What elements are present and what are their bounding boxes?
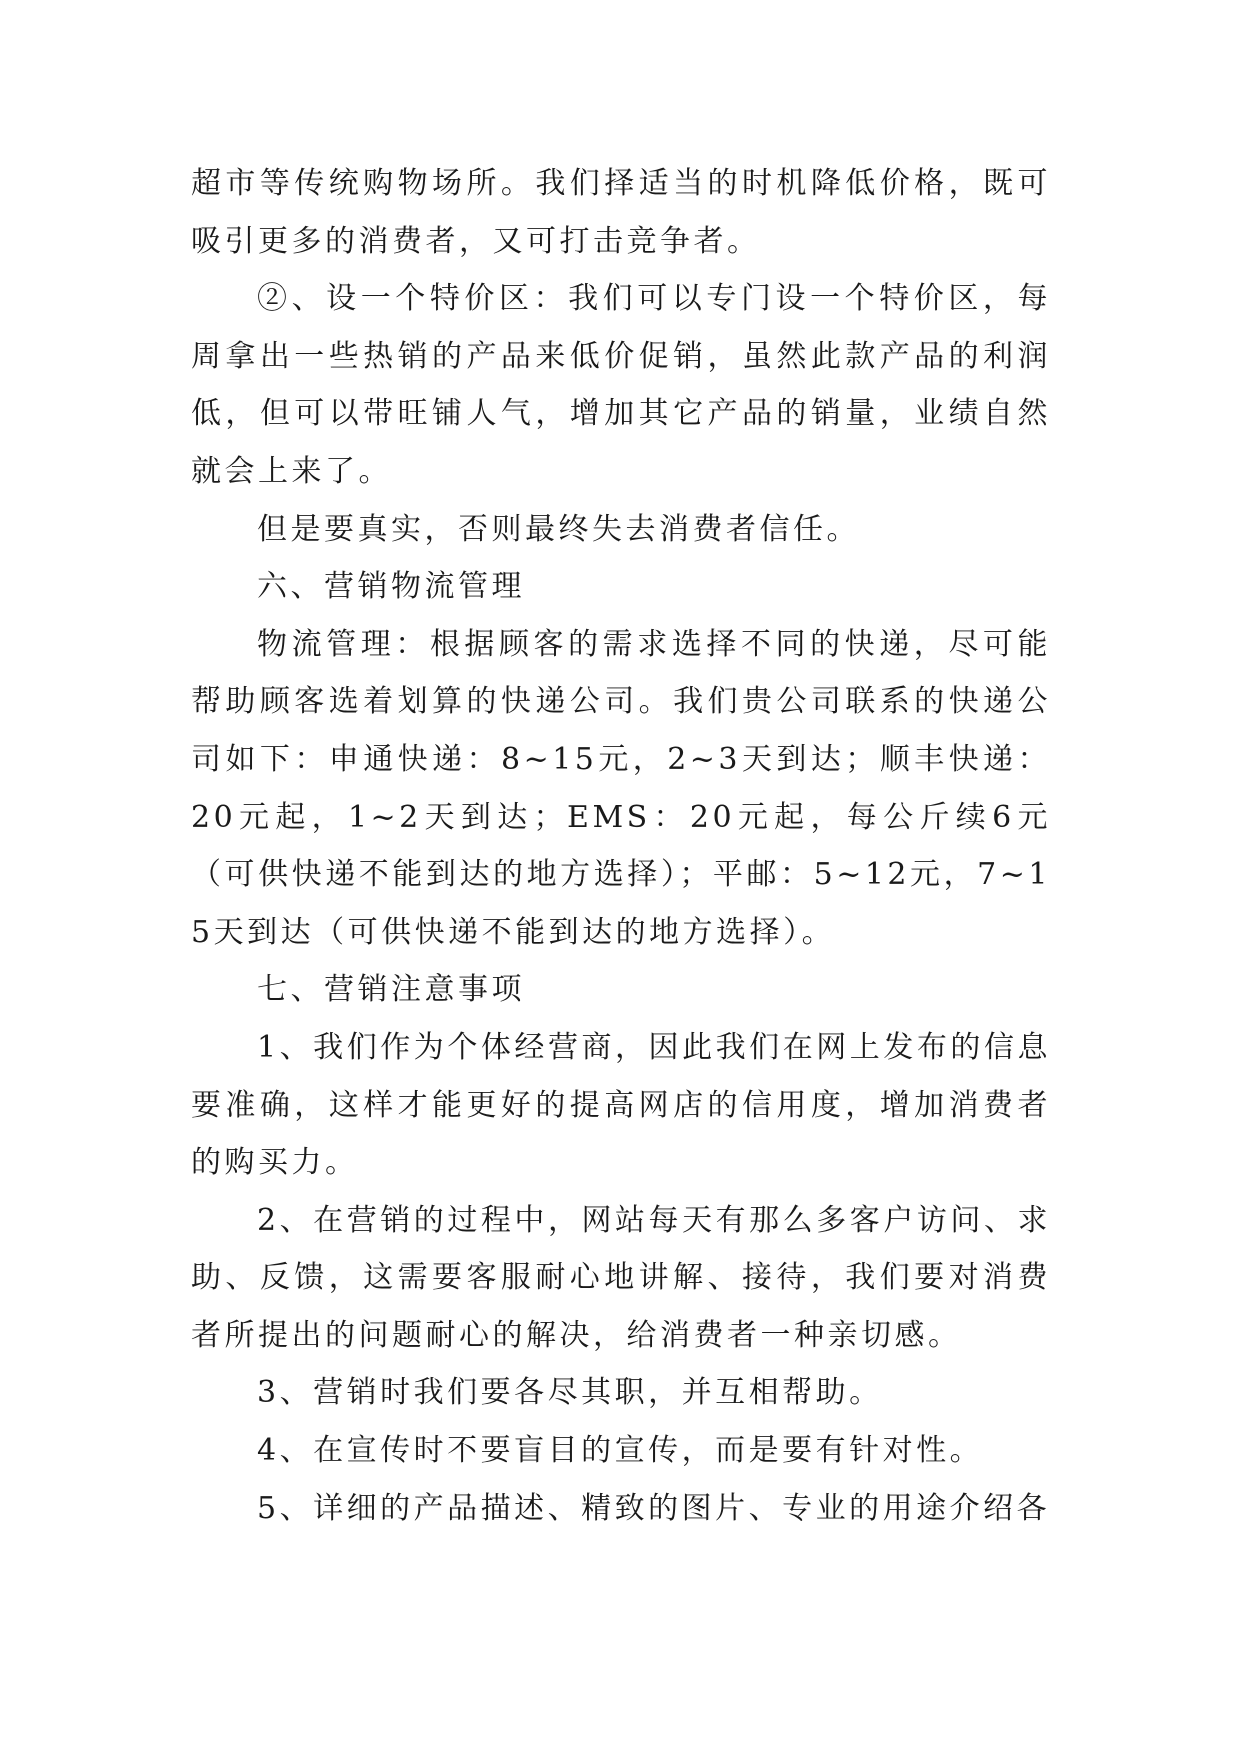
list-item-precaution-5: 5、详细的产品描述、精致的图片、专业的用途介绍各 — [257, 1490, 1051, 1526]
list-item-precaution-4: 4、在宣传时不要盲目的宣传，而是要有针对性。 — [257, 1433, 984, 1469]
paragraph-honesty-note: 但是要真实，否则最终失去消费者信任。 — [257, 511, 860, 547]
paragraph-price-strategy-end: 超市等传统购物场所。我们择适当的时机降低价格，既可吸引更多的消费者，又可打击竞争者。 — [191, 166, 1051, 259]
paragraph-special-price-zone: ②、设一个特价区：我们可以专门设一个特价区，每周拿出一些热销的产品来低价促销，虽然此款产品的利润低，但可以带旺铺人气，增加其它产品的销量，业绩自然就会上来了。 — [191, 281, 1051, 489]
list-item-precaution-1: 1、我们作为个体经营商，因此我们在网上发布的信息要准确，这样才能更好的提高网店的信用度，增加消费者的购买力。 — [191, 1029, 1051, 1181]
section-heading-precautions: 七、营销注意事项 — [257, 972, 525, 1008]
section-heading-logistics: 六、营销物流管理 — [257, 569, 525, 605]
paragraph-logistics-management: 物流管理：根据顾客的需求选择不同的快递，尽可能帮助顾客选着划算的快递公司。我们贵公司联系的快递公司如下：申通快递：8~15元，2~3天到达；顺丰快递：20元起，1~2天到达；EMS：20元起，每公斤续6元（可供快递不能到达的地方选择）；平邮：5~12元，7~15天到达（可供快递不能到达的地方选择）。 — [191, 626, 1051, 950]
list-item-precaution-3: 3、营销时我们要各尽其职，并互相帮助。 — [257, 1375, 883, 1411]
list-item-precaution-2: 2、在营销的过程中，网站每天有那么多客户访问、求助、反馈，这需要客服耐心地讲解、接待，我们要对消费者所提出的问题耐心的解决，给消费者一种亲切感。 — [191, 1202, 1051, 1353]
document-body — [191, 155, 1051, 1537]
